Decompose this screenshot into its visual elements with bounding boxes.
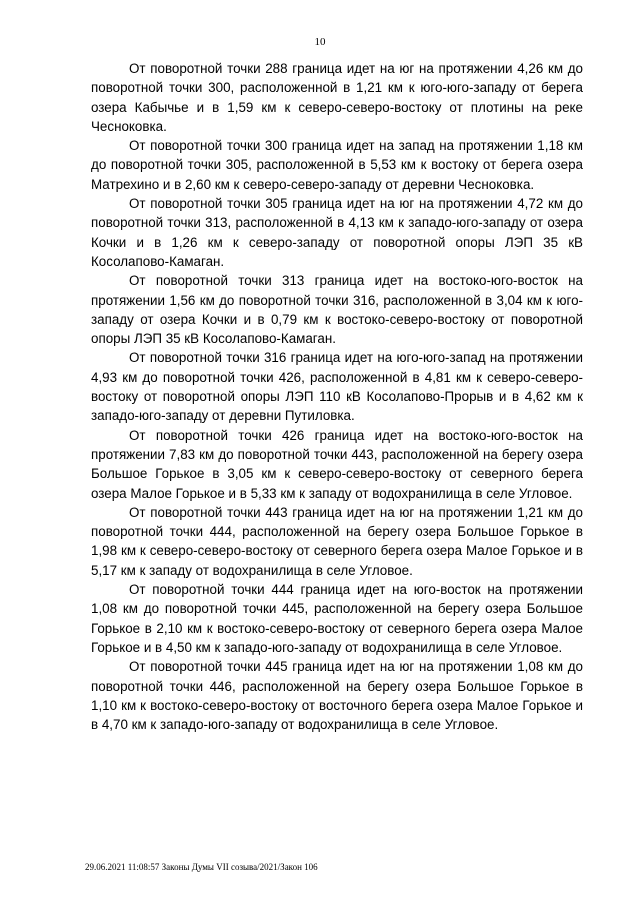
paragraph: От поворотной точки 313 граница идет на востоко-юго-восток на протяжении 1,56 км до поворотной точки 316, расположенной в 3,04 км к юго-западу от озера Кочки и в 0,79 км к востоко-северо-востоку от поворотной опоры ЛЭП 35 кВ Косолапово-Камаган. bbox=[91, 273, 583, 347]
paragraph: От поворотной точки 288 граница идет на юг на протяжении 4,26 км до поворотной точки 300, расположенной в 1,21 км к юго-юго-западу от берега озера Кабычье и в 1,59 км к северо-северо-востоку от плотины на реке Чесноковка. bbox=[91, 61, 583, 134]
document-body bbox=[91, 59, 583, 734]
paragraph: От поворотной точки 444 граница идет на юго-восток на протяжении 1,08 км до поворотной точки 445, расположенной на берегу озера Большое Горькое в 2,10 км к востоко-северо-востоку от северного берега озера Малое Горькое и в 4,50 км к западо-юго-западу от водохранилища в селе Угловое. bbox=[91, 582, 583, 655]
paragraph: От поворотной точки 300 граница идет на запад на протяжении 1,18 км до поворотной точки 305, расположенной в 5,53 км к востоку от берега озера Матрехино и в 2,60 км к северо-северо-западу от деревни Чесноковка. bbox=[91, 138, 583, 192]
page-number: 10 bbox=[314, 36, 326, 48]
footer-stamp: 29.06.2021 11:08:57 Законы Думы VII созыва/2021/Закон 106 bbox=[85, 862, 318, 872]
paragraph: От поворотной точки 305 граница идет на юг на протяжении 4,72 км до поворотной точки 313, расположенной в 4,13 км к западо-юго-западу от озера Кочки и в 1,26 км к северо-западу от поворотной опоры ЛЭП 35 кВ Косолапово-Камаган. bbox=[91, 196, 583, 269]
paragraph: От поворотной точки 443 граница идет на юг на протяжении 1,21 км до поворотной точки 444, расположенной на берегу озера Большое Горькое в 1,98 км к северо-северо-востоку от северного берега озера Малое Горькое и в 5,17 км к западу от водохранилища в селе Угловое. bbox=[91, 504, 583, 578]
paragraph: От поворотной точки 316 граница идет на юго-юго-запад на протяжении 4,93 км до поворотной точки 426, расположенной в 4,81 км к северо-северо-востоку от поворотной опоры ЛЭП 110 кВ Косолапово-Прорыв и в 4,62 км к западо-юго-западу от деревни Путиловка. bbox=[91, 350, 583, 424]
paragraph: От поворотной точки 445 граница идет на юг на протяжении 1,08 км до поворотной точки 446, расположенной на берегу озера Большое Горькое в 1,10 км к востоко-северо-востоку от восточного берега озера Малое Горькое и в 4,70 км к западо-юго-западу от водохранилища в селе Угловое. bbox=[91, 659, 583, 733]
paragraph: От поворотной точки 426 граница идет на востоко-юго-восток на протяжении 7,83 км до поворотной точки 443, расположенной на берегу озера Большое Горькое в 3,05 км к северо-северо-востоку от северного берега озера Малое Горькое и в 5,33 км к западу от водохранилища в селе Угловое. bbox=[91, 427, 583, 501]
